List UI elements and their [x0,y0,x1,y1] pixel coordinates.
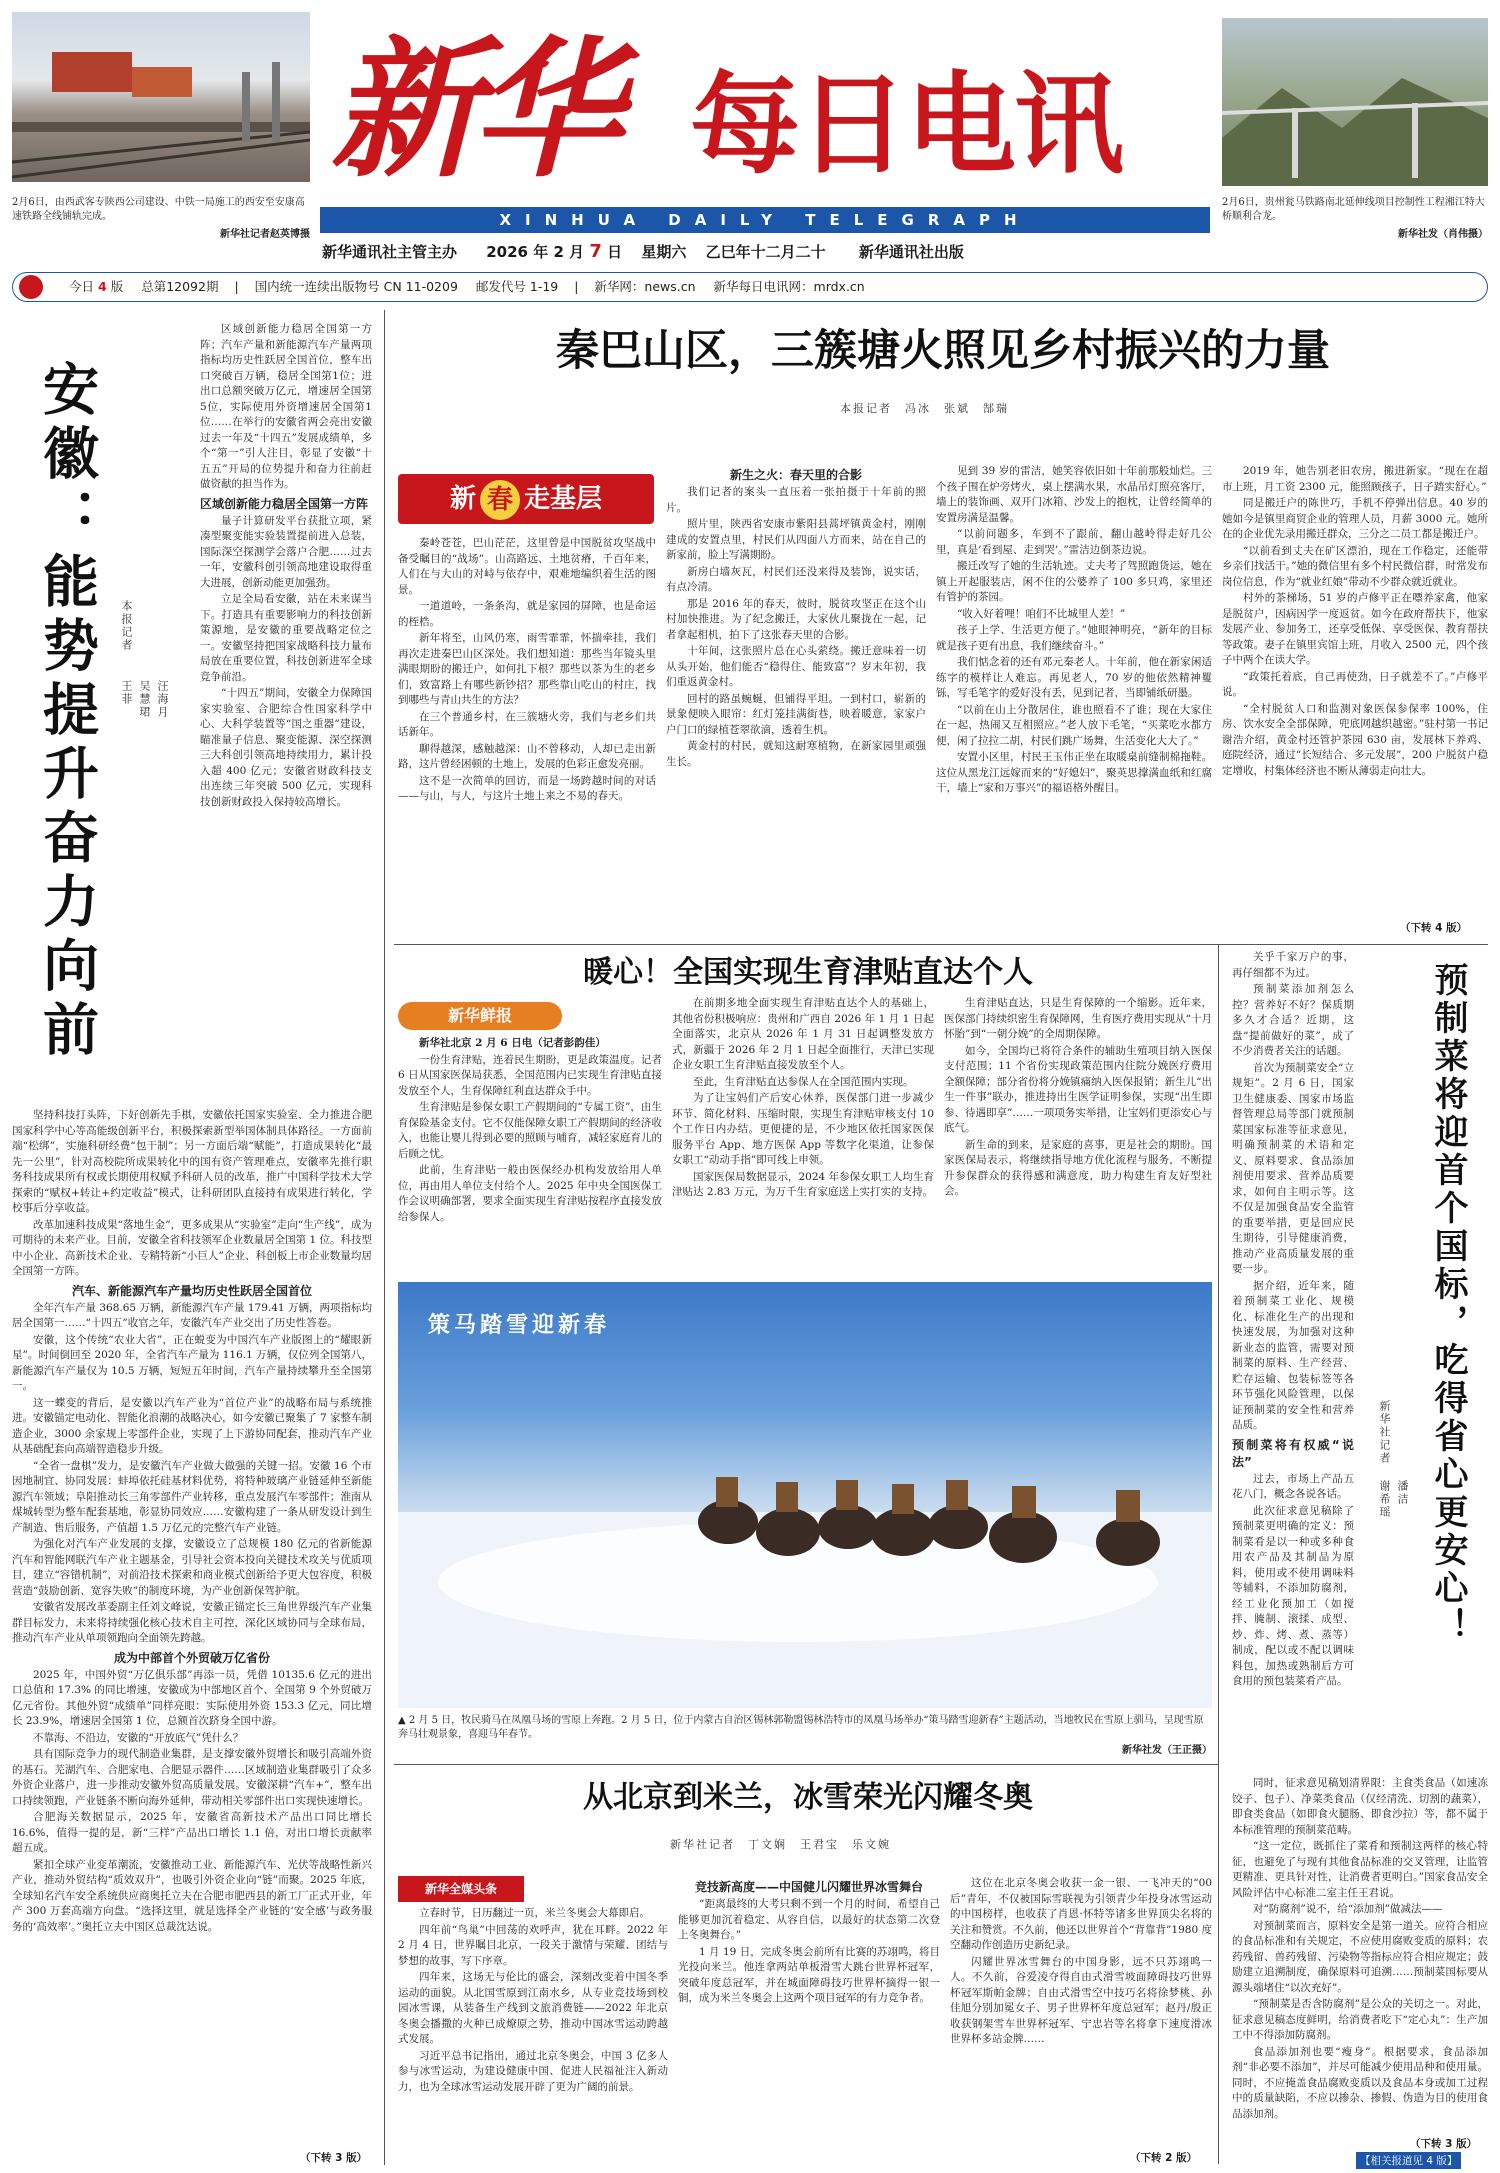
anhui-p10: 为强化对汽车产业发展的支撑，安徽设立了总规模 180 亿元的省新能源汽车和智能网联汽车产业主题基金，引导社会资本投向关键技术攻关与优质项目，建立“容错机制”，对前沿技术探索和商业模式创新给予更大包容度，积极营造“鼓励创新、宽容失败”的制度环境，为产业创新保驾护航。 [12,1538,372,1597]
date-day: 7 [589,241,602,262]
masthead-dateline [322,240,1212,264]
pages-unit: 版 [110,279,124,294]
anhui-p6: 全年汽车产量 368.65 万辆，新能源汽车产量 179.41 万辆，两项指标均居全国第一……“十四五”收官之年，安徽汽车产业交出了历史性答卷。 [12,1301,372,1329]
qinba-col1: 秦岭苍苍，巴山茫茫，这里曾是中国脱贫攻坚战中备受瞩目的“战场”。山高路远、土地贫瘠，千百年来，人们在与大山的对峙与依存中，艰难地编织着生活的图景。 一道道岭，一条条沟，就是家园的屏障，也是命运的桎梏。 新年将至，山风仍寒，雨雪霏霏，怀揣牵挂，我们再次走进秦巴山区深处。我们想知道：那些当年镜头里满眼期盼的搬迁户，如何扎下根？那些以茶为生的老乡们，致富路上有哪些新钞招？那些靠山吃山的村庄，找到哪些与青山共生的方法？ 在三个普通乡村，在三簇塘火旁，我们与老乡们共话新年。 聊得越深，感触越深：山不曾移动，人却已走出新路，这片曾经困顿的土地上，发展的色彩正愈发亮丽。 这不是一次简单的回访，而是一场跨越时间的对话——与山，与人，与这片土地上来之不易的春天。 [398,537,656,802]
qinba-col3: 见到 39 岁的雷洁，她笑容依旧如十年前那般灿烂。三个孩子围在炉旁烤火，桌上摆满水果，水晶吊灯照亮客厅，墙上的装饰画、双开门冰箱、沙发上的抱枕，让曾经简单的安置房满是温馨。 “以前问题多，车到不了跟前，翻山越岭得走好几公里，真是‘看到屋、走到哭’。”雷洁边倒茶边说。 搬迁改写了她的生活轨迹。丈夫考了驾照跑货运，她在镇上开起服装店，闲不住的公婆养了 100 多只鸡，家里还有管护的茶园。 “收入好着哩！咱们不比城里人差！” 孩子上学、生活更方便了。”她眼神明亮，“新年的目标就是孩子更有出息，我们继续奋斗。” 我们惦念着的还有邓元秦老人。十年前，他在新家闲适练字的模样让人难忘。再见老人，70 岁的他依然精神矍铄，写毛笔字的爱好没有丢，见到记者，当即铺纸研墨。 “以前在山上分散居住，谁也照看不了谁；现在大家住在一起，热闹又互相照应。”老人放下毛笔，“买菜吃水都方便，闲了拉拉二胡，村民们跳广场舞，生活变化大大了。” 安置小区里，村民王玉伟正坐在取暖桌前缝制棉拖鞋。这位从黑龙江远嫁而来的“好媳妇”，聚英思撑满血纸和红腐干，墙上“家和万事兴”的福语格外醒目。 [936,465,1212,794]
cn-number: 国内统一连续出版物号 CN 11-0209 [254,279,458,294]
prepared-related-link[interactable]: 【相关报道见 4 版】 [1356,2152,1461,2169]
birth-dateline: 新华社北京 2 月 6 日电（记者彭韵佳） [419,1037,606,1049]
winter-tag: 新华全媒头条 [398,1876,524,1902]
anhui-p9: “全省一盘棋”发力，是安徽汽车产业做大做强的关键一招。安徽 16 个市因地制宜、协同发展：蚌埠依托硅基材料优势，将特种玻璃产业链延伸至新能源汽车领域；阜阳推动长三角零部件产业转移，重点发展汽车零部件；淮南从煤城转型为整车配套基地，彰显协同效应……安徽构建了一条从研发设计到生产制造、售后服务，产值超 1.5 万亿元的完整汽车产业链。 [12,1459,372,1534]
anhui-reporter-2: 吴慧珺 [138,680,151,719]
anhui-p4: 坚持科技打头阵，下好创新先手棋，安徽依托国家实验室、全力推进合肥国家科学中心等高能级创新平台，积极探索新型举国体制具体路径。一方面前端“松绑”，实施科研经费“包干制”；另一方面后端“赋能”，打造成果转化“最先一公里”，针对高校院所成果转化中的国有资产管理难点，安徽率先推行职务科技成果所有权或长期使用权赋予科研人员的改革，推广中国科学技术大学探索的“赋权+转让+约定收益”模式，让科研团队直接持有成果进行转化，学校事后分享收益。 [12,1109,372,1214]
publisher: 新华通讯社出版 [858,243,964,261]
qinba-col2: 新生之火：春天里的合影 我们记者的案头一直压着一张拍摄于十年前的照片。 照片里，陕西省安康市紫阳县蒿坪镇黄金村，刚刚建成的安置点里，村民们从四面八方而来，站在自己的新家前，脸上写满期盼。 新房白墙灰瓦，村民们还没来得及装饰，说实话，有点冷清。 那是 2016 年的春天，彼时，脱贫攻坚正在这个山村加快推进。为了纪念搬迁，大家伙儿聚拢在一起，记者拿起相机，拍下了这张春天里的合影。 十年间，这张照片总在心头萦绕。搬迁意味着一切从头开始，他们能否“稳得住、能致富”？岁末年初，我们重返黄金村。 回村的路虽蜿蜒，但铺得平坦。一到村口，崭新的景象便映入眼帘：红灯笼挂满街巷，映着暖意，家家户户门口的绿植苍翠欲滴，透着生机。 黄金村的村民，就知这耐寒植物，在新家园里顽强生长。 [666,468,926,768]
qinba-badge: 新 春 走基层 [398,474,654,524]
news-photo-horses [398,1282,1212,1708]
anhui-p3: “十四五”期间，安徽全力保障国家实验室、合肥综合性国家科学中心、大科学装置等“国之重器”建设，瞄准量子信息、聚变能源、深空探测三大科创引领高地持续用力，累计投入超 400 亿元；安徽省财政科技支出连续三年突破 500 亿元，实现科技创新财政投入保持较高增长。 [200,687,372,808]
anhui-p13: 不靠海、不沿边，安徽的“开放底气”凭什么？ [33,1731,244,1744]
winter-col3: 这位在北京冬奥会收获一金一银、一飞冲天的“00 后”青年，不仅被国际雪联视为引领青少年投身冰雪运动的中国榜样，也收获了肖恩·怀特等诸多世界顶尖名将的关注和赞赏。不久前，他还以世界首个“背靠背”1980 度空翻动作创造历史新纪录。 闪耀世界冰雪舞台的中国身影，远不只苏翊鸣一人。不久前，谷爱凌夺得自由式滑雪坡面障碍技巧世界杯冠军斯帕金牌；自由式滑雪空中技巧名将徐梦桃、孙佳旭分别加冕女子、男子世界杯年度总冠军；赵丹/殷正收获钢架雪车世界杯冠军、宁忠岩等名将拿下速度滑冰世界杯多站金牌…… [950,1877,1212,2045]
pages-label: 今日 [69,279,95,294]
qinba-sec-a: 新生之火：春天里的合影 [729,468,862,482]
masthead-right-caption: 2月6日，贵州瓮马铁路南北延伸线项目控制性工程湘江特大桥顺利合龙。 [1222,197,1485,222]
prepared-headline: 预制菜将迎首个国标，吃得省心更安心！ [1428,962,1468,1646]
qinba-headline: 秦巴山区，三簇塘火照见乡村振兴的力量 [556,326,1330,376]
anhui-sec1: 区域创新能力稳居全国第一方阵 [200,496,369,511]
date-suffix: 日 [607,243,623,261]
anhui-sec2: 汽车、新能源汽车产量均历史性跃居全国首位 [71,1283,312,1298]
anhui-col-top [200,322,372,1106]
winter-col1: 立春时节，日历翻过一页，米兰冬奥会大幕即启。 四年前“鸟巢”中回荡的欢呼声，犹在耳畔。2022 年 2 月 4 日，世界瞩目北京，一段关于激情与荣耀、团结与梦想的故事，写下序章。 四年来，这场无与伦比的盛会，深刻改变着中国冬季运动的面貌。从北国雪原到江南水乡，从专业竞技场到校园冰雪课，从装备生产线到文旅消费链——2022 年北京冬奥会播撒的火种已成燎原之势，推动中国冰雪运动跨越式发展。 习近平总书记指出，通过北京冬奥会，中国 3 亿多人参与冰雪运动，为建设健康中国、促进人民福祉注入新动力，也为全球冰雪运动发展开辟了更为广阔的前景。 [398,1907,668,2093]
birth-tag: 新华鲜报 [398,1002,562,1030]
anhui-p11: 安徽省发展改革委副主任刘文峰说，安徽正锚定长三角世界级汽车产业集群目标发力，未来将持续强化核心技术自主可控，深化区域协同与全球布局，推动汽车产业从单项领跑向全面领先跨越。 [12,1601,372,1644]
anhui-p14: 具有国际竞争力的现代制造业集群，是支撑安徽外贸增长和吸引高端外资的基石。芜湖汽车、合肥家电、合肥显示器件……区域制造业集群吸引了众多外资企业落户，进一步推动安徽外贸高质量发展。安徽深耕“汽车+”，整车出口持续领跑，产业链条不断向海外延伸，带动相关零部件出口实现快速增长。 [12,1748,372,1807]
xinhua-logo-icon [19,275,43,299]
anhui-headline: 安徽：能势提升奋力向前 [34,360,100,1064]
anhui-p15: 合肥海关数据显示，2025 年，安徽省高新技术产品出口同比增长 16.6%，值得一提的是，新“三样”产品出口增长 1.1 倍，对出口增长贡献率超五成。 [12,1811,372,1854]
birth-col1: 新华社北京 2 月 6 日电（记者彭韵佳） 一份生育津贴，连着民生期盼，更是政策温度。记者 6 日从国家医保局获悉，全国范围内已实现生育津贴直接发放至个人，生育保障红利直达群众手中。 生育津贴是参保女职工产假期间的“专属工资”，由生育保险基金支付。它不仅能保障女职工产假期间的经济收入，也能让婴儿得到必要的照顾与哺育，减轻家庭育儿的后顾之忧。 此前，生育津贴一般由医保经办机构发放给用人单位，再由用人单位支付给个人。2025 年中央全国医保工作会议明确部署，要求全面实现生育津贴按程序直接发放给参保人。 [398,1037,662,1223]
masthead [0,0,1500,270]
divider-photo [394,1764,1218,1765]
prepared-col-intro: 关乎千家万户的事，再仔细都不为过。 预制菜添加剂怎么控？营养好不好？保质期多久才合适？近期，这盘“提前做好的菜”，成了不少消费者关注的话题。 首次为预制菜安全“立规矩”。2 月 6 日，国家卫生健康委、国家市场监督管理总局等部门就预制菜国家标准等征求意见，明确预制菜的术语和定义、原料要求、食品添加剂使用要求、营养品质要求，如何自主明示等。这不仅是加强食品安全监管的重要举措，更是回应民生期待，引导健康消费，推动产业高质量发展的重要一步。 据介绍，近年来，随着预制菜工业化、规模化、标准化生产的出现和快速发展，为加强对这种新业态的监管，需要对预制菜的原料、生产经营、贮存运输、包装标签等各环节强化风险管理，以保证预制菜的安全性和营养品质。 预制菜将有权威“说法” 过去，市场上产品五花八门，概念各说各话。 此次征求意见稿除了预制菜更明确的定义：预制菜肴是以一种或多种食用农产品及其制品为原料，使用或不使用调味料等辅料，不添加防腐剂，经工业化预加工（如搅拌、腌制、滚揉、成型、炒、炸、烤、煮、蒸等）制成，配以或不配以调味料包，加热或熟制后方可食用的预包装菜肴产品。 [1232,951,1354,1687]
anhui-p1: 量子计算研发平台获批立项，紧凑型聚变能实验装置提前进入总装，国际深空探测学会落户合肥……过去一年，安徽科创引领高地建设取得重大进展，创新动能更加强劲。 [200,514,372,589]
masthead-title: 每日电讯 [690,61,1122,189]
qinba-badge-spring: 春 [480,480,520,520]
anhui-p5: 改革加速科技成果“落地生金”，更多成果从“实验室”走向“生产线”，成为可期待的未来产业。目前，安徽全省科技领军企业数量居全国第 1 位。科技型中小企业、高新技术企业、专精特新“小巨人”企业、科创板上市企业数量均居全国第一方阵。 [12,1218,372,1277]
qinba-continued[interactable]: （下转 4 版） [1400,922,1468,934]
divider-right [1218,944,1219,2164]
anhui-p2: 立足全局看安徽，站在未来谋当下。打造具有重要影响力的科技创新策源地，是安徽的重要战略定位之一。安徽坚持把国家战略科技力量布局放在重要位置，科技创新进军全球竞争前沿。 [200,593,372,683]
masthead-en-bar: XINHUA DAILY TELEGRAPH [320,207,1210,233]
winter-sec: 竞技新高度——中国健儿闪耀世界冰雪舞台 [694,1880,923,1894]
masthead-left-credit: 新华社记者赵英博摄 [220,229,310,240]
prepared-col-bottom: 同时，征求意见稿划清界限：主食类食品（如速冻饺子、包子）、净菜类食品（仅经清洗、切割的蔬菜），即食类食品（如即食火腿肠、即食沙拉）等，都不属于本标准管理的预制菜范畴。 “这一定位，既抓住了菜肴和预制这两样的核心特征，也避免了与现有其他食品标准的交叉管理，让监管更精准、更具针对性，让消费者更明白。”国家食品安全风险评估中心标准二室主任王君说。 对“防腐剂”说不，给“添加剂”做减法—— 对预制菜而言，原料安全是第一道关。应符合相应的食品标准和有关规定，不应使用腐败变质的原料；农药残留、兽药残留、污染物等指标应符合相应规定；鼓励建立追溯制度，确保原料可追溯……预制菜国标要从源头端堵住“以次充好”。 “预制菜是否含防腐剂”是公众的关切之一。对此，征求意见稿态度鲜明，给消费者吃下“定心丸”：生产加工中不得添加防腐剂。 食品添加剂也要“瘦身”。根据要求，食品添加剂“非必要不添加”，并尽可能减少使用品种和使用量。同时，不应掩盖食品腐败变质以及食品本身或加工过程中的质量缺陷，不应以掺杂、掺假、伪造为目的使用食品添加剂。 [1232,1777,1488,2120]
photo-credit: 新华社发（王正摄） [1122,1745,1212,1756]
issue-number: 总第12092期 [141,279,219,294]
photo-caption: ▲ 2 月 5 日，牧民骑马在凤凰马场的雪原上奔跑。2 月 5 日，位于内蒙古自治区锡林郭勒盟锡林浩特市的凤凰马场举办“策马踏雪迎新春”主题活动，当地牧民在雪原上驯马，呈现雪原奔马壮观景象，喜迎马年春节。 [398,1715,1204,1740]
birth-col3: 生育津贴直达，只是生育保障的一个缩影。近年来，医保部门持续织密生育保障网，生育医疗费用实现从“十月怀胎”到“一朝分娩”的全周期保障。 如今，全国均已将符合条件的辅助生殖项目纳入医保支付范围；11 个省份实现政策范围内住院分娩医疗费用全额保障；部分省份将分娩镇痛纳入医保报销；新生儿“出生一件事”联办，推进持出生医学证明参保，实现“出生即参、待遇即享”……一项项务实举措，让宝妈们更添安心与底气。 新生命的到来，是家庭的喜事，更是社会的期盼。国家医保局表示，将继续指导地方优化流程与服务，不断提升参保群众的获得感和满意度，助力构建生育友好型社会。 [944,997,1212,1197]
anhui-continued[interactable]: （下转 3 版） [300,2152,368,2164]
anhui-p12: 2025 年，中国外贸“万亿俱乐部”再添一员，凭借 10135.6 亿元的进出口总值和 17.3% 的同比增速，安徽成为中部地区首个、全国第 9 个外贸破万亿元省份。其他外贸“成绩单”同样亮眼：实际使用外资 153.3 亿元，同比增长 23.9%，增速居全国第 1 位，总额首次跻身全国中游。 [12,1668,372,1727]
prepared-sec: 预制菜将有权威“说法” [1232,1437,1354,1469]
prepared-reporter-2: 潘洁 [1396,1480,1409,1506]
anhui-p8: 这一蝶变的背后，是安徽以汽车产业为“首位产业”的战略布局与系统推进。安徽锚定电动化、智能化浪潮的战略决心，如今安徽已聚集了 7 家整车制造企业，3000 余家规上零部件企业，实现了上下游协同配套，推动汽车产业从基础配套向高端智造稳步升级。 [12,1396,372,1455]
pages-num: 4 [98,279,107,294]
qinba-byline: 本报记者 冯冰 张斌 郜瑞 [840,402,1009,415]
birth-col2: 在前期多地全面实现生育津贴直达个人的基础上，其他省份积极响应：贵州和广西自 2026 年 1 月 1 日起全面落实，北京从 2026 年 1 月 31 日起调整发放方式，新疆于 2026 年 2 月 1 日起全面推行，天津已实现企业女职工生育津贴直接发放至个人。 至此，生育津贴直达参保人在全国范围内实现。 为了让宝妈们产后安心休养，医保部门进一步减少环节、简化材料、压缩时限，实现生育津贴审核支付 10 个工作日内办结。更便捷的是，不少地区依托国家医保服务平台 App、地方医保 App 等数字化渠道，让参保女职工“动动手指”即可线上申领。 国家医保局数据显示，2024 年参保女职工人均生育津贴达 2.83 万元，为万千生育家庭送上实打实的支持。 [672,997,934,1198]
web-link[interactable]: 新华网：news.cn [594,279,696,294]
anhui-col-bottom [12,1108,372,2163]
anhui-reporter-3: 汪海月 [156,680,169,719]
lunar-date: 乙巳年十二月二十 [705,243,826,261]
info-bar: 今日 4 版 总第12092期 | 国内统一连续出版物号 CN 11-0209 邮发代号 1-19 | 新华网：news.cn 新华每日电讯网：mrdx.cn [12,272,1488,302]
date-prefix: 2026 年 2 月 [486,243,585,261]
anhui-sec3: 成为中部首个外贸破万亿省份 [113,1650,270,1665]
weekday: 星期六 [641,243,687,261]
divider-left [384,310,385,2165]
mobile-link[interactable]: 新华每日电讯网：mrdx.cn [713,279,865,294]
photo-overlay-title: 策马踏雪迎新春 [428,1313,611,1338]
supervisor: 新华通讯社主管主办 [322,243,458,261]
masthead-left-caption: 2月6日，由西武客专陕西公司建设、中铁一局施工的西安至安康高速铁路全线铺轨完成。 [12,197,305,222]
winter-byline: 新华社记者 丁文娴 王君宝 乐文婉 [670,1838,891,1851]
masthead-left-photo [12,12,310,182]
anhui-p7: 安徽，这个传统“农业大省”，正在蜕变为中国汽车产业版图上的“耀眼新星”。时间倒回至 2020 年，全省汽车产量为 116.1 万辆，仅位列全国第八，新能源汽车产量仅为 10.5 万辆，短短五年时间，汽车产量持续攀升至全国第一。 [12,1333,372,1392]
winter-continued[interactable]: （下转 2 版） [1130,2152,1198,2164]
anhui-lead: 区域创新能力稳居全国第一方阵；汽车产量和新能源汽车产量两项指标均历史性跃居全国首位，整车出口突破百万辆，稳居全国第1位；进出口总额突破万亿元，增速居全国第5位，实际使用外资增速居全国第1位……在举行的安徽省两会亮出安徽过去一年及“十四五”发展成绩单，多个“第一”引人注目，彰显了安徽“十五五”开局的位势提升和奋力往前赶做资献的担当作为。 [200,323,372,490]
anhui-byline: 本报记者 [120,600,133,652]
anhui-reporter-1: 王菲 [120,680,133,706]
masthead-right-photo [1222,18,1488,186]
masthead-right-credit: 新华社发（肖伟摄） [1398,229,1488,240]
prepared-reporter-1: 谢希瑶 [1378,1480,1391,1519]
postal-code: 邮发代号 1-19 [475,279,559,294]
anhui-p16: 紧扣全球产业变革潮流，安徽推动工业、新能源汽车、光伏等战略性新兴产业，推动外贸结构“质效双升”，也吸引外资企业向“链”而聚。2025 年底，全球知名汽车安全系统供应商奥托立夫在合肥市肥西县的新工厂正式开业，年产 300 万套高端方向盘。“选择这里，就是选择全产业链的‘安全感’与政务服务的‘高效率’。”奥托立夫中国区总裁沈达说。 [12,1858,372,1933]
masthead-title-calligraphy: 新华 [330,22,615,198]
birth-headline: 暖心！全国实现生育津贴直达个人 [583,955,1033,990]
winter-col2: 竞技新高度——中国健儿闪耀世界冰雪舞台 “距离最终的大考只剩不到一个月的时间，希望自己能够更加沉着稳定、从容自信，以最好的状态第二次登上冬奥舞台。” 1 月 19 日，完成冬奥会前所有比赛的苏翊鸣，将目光投向米兰。他连拿两站单板滑雪大跳台世界杯冠军，突破年度总冠军，并在城面障碍技巧世界杯摘得一银一铜，成为米兰冬奥会上这两个项目冠军的有力竞争者。 [678,1880,940,2004]
prepared-continued[interactable]: （下转 3 版） [1410,2138,1478,2150]
prepared-byline: 新华社记者 [1378,1400,1391,1465]
winter-headline: 从北京到米兰，冰雪荣光闪耀冬奥 [583,1780,1033,1815]
divider-qinba [394,944,1488,945]
qinba-col4: 2019 年，她告别老旧农房，搬进新家。“现在在超市上班，月工资 2300 元，能照顾孩子，日子踏实舒心。” 同是搬迁户的陈世巧，手机不停弹出信息。40 岁的她如今是镇里商贸企业的管理人员，月薪 3000 元。她所在的企业优先录用搬迁群众，三分之二员工都是搬迁户。 “以前看到丈夫在矿区漂泊，现在工作稳定，还能带乡亲们找活干。”她的微信里有多个村民微信群，时常发布岗位信息，作为“就业红娘”带动不少群众就近就业。 村外的茶梯场，51 岁的卢修平正在嘌养家禽，他家是脱贫户，因病因学一度返贫。如今在政府帮扶下，他家发展产业、参加务工，还享受低保、享受医保、教育帮扶等政策。妻子在镇里宾馆上班，月收入 2500 元，四个孩子中两个在读大学。 “政策托着底，自己再使劲，日子就差不了。”卢修平说。 “全村脱贫人口和监测对象医保参保率 100%，住房、饮水安全全部保障，兜底网越织越密。”驻村第一书记谢浩介绍，黄金村还管护茶园 630 亩，发展林下养鸡、庭院经济，通过“长短结合、多元发展”，200 户脱贫户稳定增收，村集体经济也不断从薄弱走向壮大。 [1222,465,1488,777]
